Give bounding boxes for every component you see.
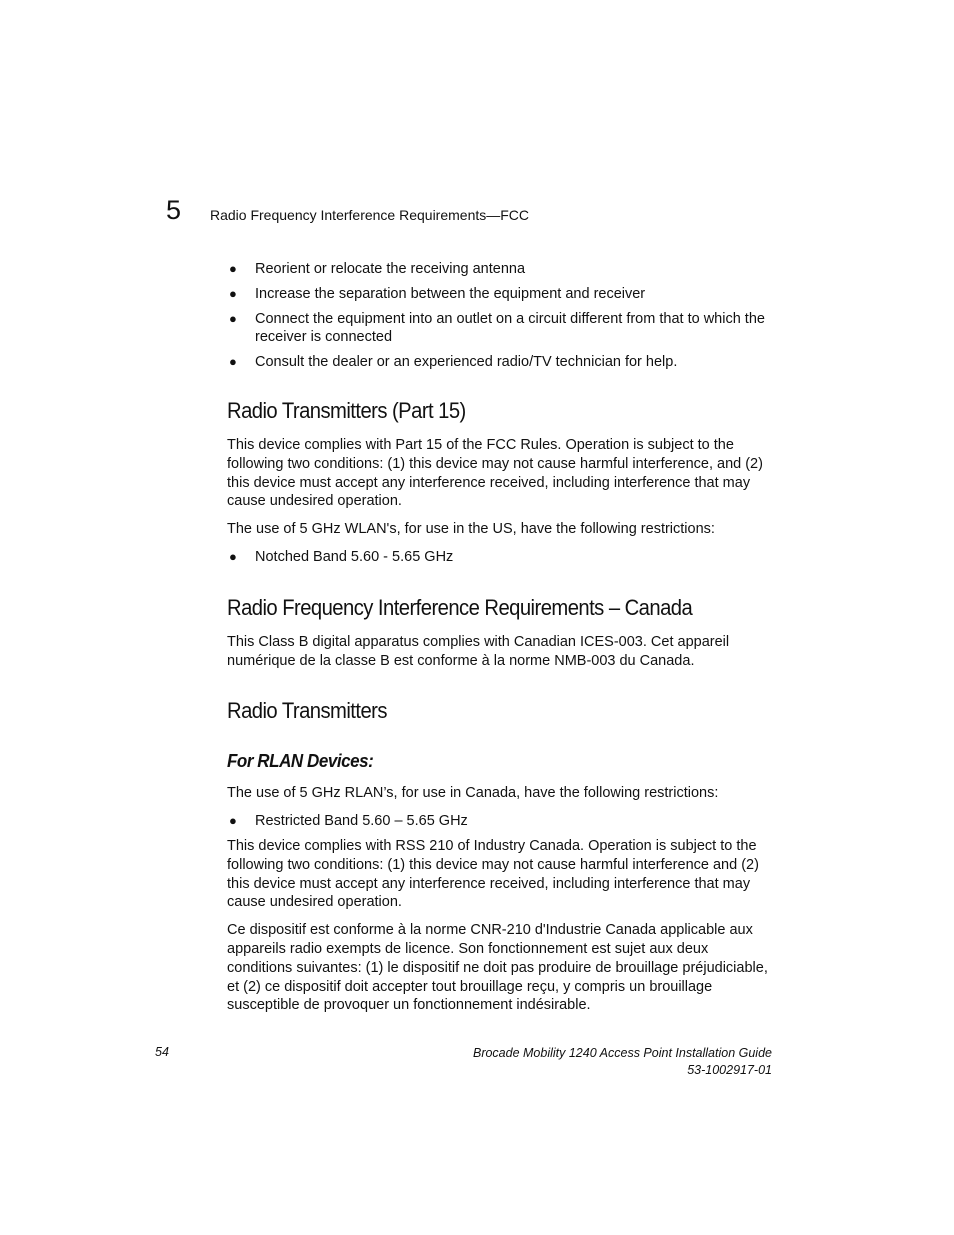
section-heading-radio-transmitters: Radio Transmitters — [227, 698, 387, 724]
bullet-icon: ● — [229, 548, 237, 564]
chapter-number: 5 — [166, 195, 182, 225]
bullet-icon: ● — [229, 285, 237, 301]
bullet-icon: ● — [229, 354, 237, 370]
list-item: ● Consult the dealer or an experienced radio/TV technician for help. — [229, 354, 678, 371]
list-item: ● Restricted Band 5.60 – 5.65 GHz — [229, 813, 468, 830]
bullet-icon: ● — [229, 813, 237, 829]
list-item: ● Notched Band 5.60 - 5.65 GHz — [229, 548, 454, 565]
part15-paragraph: This device complies with Part 15 of the FCC Rules. Operation is subject to the following two conditions: (1) this device may not cause harmful interference, and (2) this device must accept any interference received, including interference that may cause undesired operation. — [227, 436, 763, 510]
list-item: ● Reorient or relocate the receiving antenna — [229, 261, 526, 277]
bullet-icon: ● — [229, 261, 237, 276]
intro-bullet-list — [227, 260, 772, 372]
wlan-restrictions-paragraph: The use of 5 GHz WLAN's, for use in the US, have the following restrictions: — [227, 521, 715, 538]
page-body — [227, 260, 772, 1024]
cnr210-french-paragraph: Ce dispositif est conforme à la norme CNR-210 d'Industrie Canada applicable aux appareils radio exempts de licence. Son fonctionnement est sujet aux deux conditions suivantes: (1) le dispositif ne doit pas produire de brouillage préjudiciable, et (2) ce dispositif doit accepter tout brouillage reçu, y compris un brouillage susceptible de provoquer un fonctionnement indésirable. — [227, 922, 768, 1014]
footer-doc-number: 53-1002917-01 — [687, 1062, 772, 1077]
section-heading-part15: Radio Transmitters (Part 15) — [227, 397, 466, 423]
section-heading-canada: Radio Frequency Interference Requirements – Canada — [227, 594, 693, 620]
subheading-rlan-devices: For RLAN Devices: — [227, 750, 374, 772]
rlan-restrictions-paragraph: The use of 5 GHz RLAN’s, for use in Canada, have the following restrictions: — [227, 785, 719, 802]
bullet-icon: ● — [229, 310, 237, 326]
list-item: ● Increase the separation between the equipment and receiver — [229, 285, 646, 302]
canada-ices-paragraph: This Class B digital apparatus complies with Canadian ICES-003. Cet appareil numérique de la classe B est conforme à la norme NMB-003 du Canada. — [227, 633, 730, 669]
rlan-bullet-list — [227, 812, 772, 831]
list-item: ● Connect the equipment into an outlet on a circuit different from that to which the receiver is connected — [229, 310, 765, 346]
footer-doc-info — [473, 1045, 772, 1078]
page-number: 54 — [155, 1045, 169, 1059]
running-head-title: Radio Frequency Interference Requirements—FCC — [210, 207, 530, 223]
footer-doc-title: Brocade Mobility 1240 Access Point Installation Guide — [472, 1046, 772, 1060]
rss210-paragraph: This device complies with RSS 210 of Industry Canada. Operation is subject to the following two conditions: (1) this device may not cause harmful interference and (2) this device must accept any interference received, including interference that may cause undesired operation. — [227, 837, 759, 911]
part15-bullet-list — [227, 548, 772, 567]
